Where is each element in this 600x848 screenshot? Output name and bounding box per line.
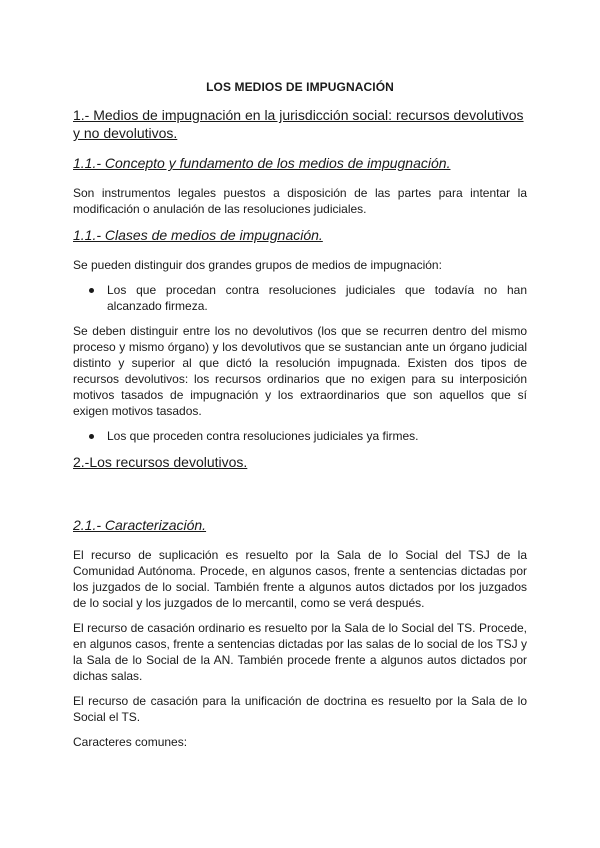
- bullet-list-2: [73, 428, 527, 444]
- section-1-heading: 1.- Medios de impugnación en la jurisdicción social: recursos devolutivos y no devolutivos.: [73, 107, 524, 141]
- bullet-icon: [89, 288, 94, 293]
- document-title: LOS MEDIOS DE IMPUGNACIÓN: [206, 80, 394, 94]
- section-1-1b-paragraph: Se deben distinguir entre los no devolutivos (los que se recurren dentro del mismo proceso y mismo órgano) y los devolutivos que se sustancian ante un órgano judicial distinto y superior al que dictó la resolución impugnada. Existen dos tipos de recursos devolutivos: los recursos ordinarios que no exigen para su interposición motivos tasados de impugnación y los extraordinarios que son aquellos que sí exigen motivos tasados.: [73, 324, 527, 418]
- section-1-1b-heading: 1.1.- Clases de medios de impugnación.: [73, 227, 323, 243]
- list-item-text: Los que procedan contra resoluciones judiciales que todavía no han alcanzado firmeza.: [107, 283, 527, 313]
- list-item: [73, 282, 527, 314]
- section-1-1-heading: 1.1.- Concepto y fundamento de los medios de impugnación.: [73, 155, 451, 171]
- section-2-heading: 2.-Los recursos devolutivos.: [73, 454, 248, 470]
- bullet-icon: [89, 434, 94, 439]
- list-item: [73, 428, 527, 444]
- section-2-1-paragraph-2: El recurso de casación ordinario es resuelto por la Sala de lo Social del TS. Procede, en algunos casos, frente a sentencias dictadas por las salas de lo social de los TSJ y la Sala de lo Social de la AN. También procede frente a algunos autos dictados por dichas salas.: [73, 621, 527, 683]
- section-2-1-paragraph-4: Caracteres comunes:: [73, 735, 188, 749]
- bullet-list-1: [73, 282, 527, 314]
- section-2-1-paragraph-3: El recurso de casación para la unificación de doctrina es resuelto por la Sala de lo Social el TS.: [73, 694, 527, 724]
- document-body: [73, 106, 527, 759]
- section-1-1-paragraph: Son instrumentos legales puestos a disposición de las partes para intentar la modificación o anulación de las resoluciones judiciales.: [73, 186, 527, 216]
- spacer: [73, 483, 527, 516]
- section-2-1-heading: 2.1.- Caracterización.: [73, 517, 207, 533]
- section-1-1b-intro: Se pueden distinguir dos grandes grupos de medios de impugnación:: [73, 258, 442, 272]
- list-item-text: Los que proceden contra resoluciones judiciales ya firmes.: [107, 429, 419, 443]
- section-2-1-paragraph-1: El recurso de suplicación es resuelto por la Sala de lo Social del TSJ de la Comunidad Autónoma. Procede, en algunos casos, frente a sentencias dictadas por los juzgados de lo social. También frente a algunos autos dictados por los juzgados de lo social y los juzgados de lo mercantil, como se verá después.: [73, 548, 527, 610]
